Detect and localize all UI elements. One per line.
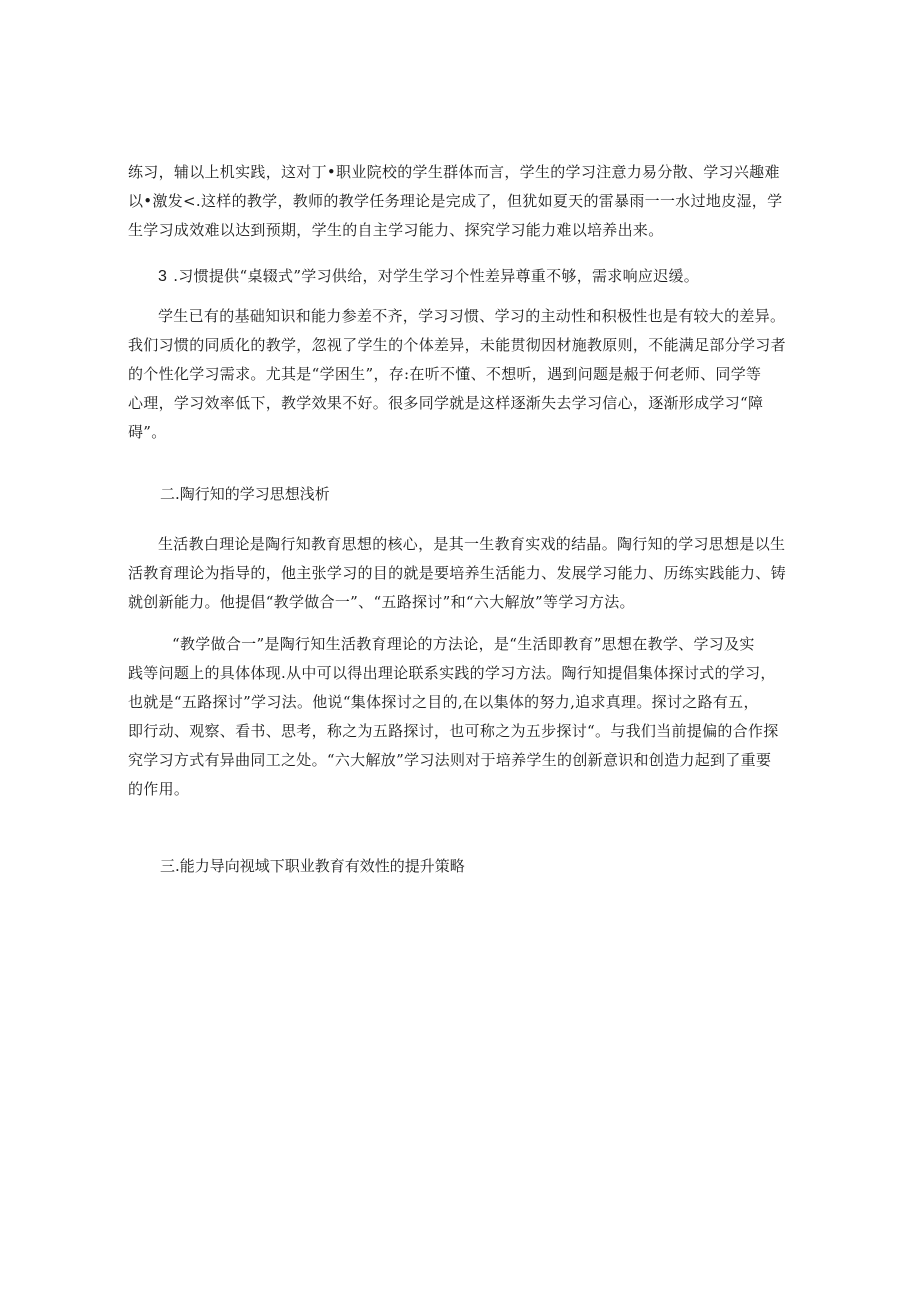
point-number: 3: [158, 268, 168, 285]
text-line: 以•激发<.这样的教学，教师的教学任务理论是完成了，但犹如夏天的雷暴雨一一水过地皮湿，学: [128, 192, 783, 210]
point-3: [128, 262, 792, 291]
point-text: .习惯提供“桌辍式”学习供给，对学生学习个性差异尊重不够，需求响应迟缓。: [173, 267, 700, 285]
text-line: 碍”。: [128, 423, 167, 441]
text-line: 活教育理论为指导的，他主张学习的目的就是要培养生活能力、发展学习能力、历练实践能力、铸: [128, 564, 786, 582]
text-line: 学生已有的基础知识和能力参差不齐，学习习惯、学习的主动性和积极性也是有较大的差异。: [158, 307, 786, 325]
text-line: 也就是“五路探讨”学习法。他说“集体探讨之目的,在以集体的努力,追求真理。探讨之路有五，: [128, 693, 759, 711]
section-heading-2: 二.陶行知的学习思想浅析: [160, 485, 330, 503]
text-line: 练习，辅以上机实践，这对丁•职业院校的学生群体而言，学生的学习注意力易分散、学习兴趣难: [128, 163, 780, 181]
text-line: 究学习方式有异曲同工之处。“六大解放”学习法则对于培养学生的创新意识和创造力起到了重要: [128, 751, 772, 769]
paragraph-1: [128, 158, 792, 245]
paragraph-3: [128, 530, 792, 617]
section-heading-3: 三.能力导向视域下职业教育有效性的提升策略: [160, 857, 465, 875]
text-line: 生学习成效难以达到预期，学生的自主学习能力、探究学习能力难以培养出来。: [128, 221, 664, 239]
text-line: 即行动、观察、看书、思考，称之为五路探讨，也可称之为五步探讨“。与我们当前提偏的合作探: [128, 722, 779, 740]
text-line: 的作用。: [128, 780, 190, 798]
text-line: “教学做合一”是陶行知生活教育理论的方法论，是“生活即教育”思想在教学、学习及实: [172, 635, 755, 653]
text-line: 践等问题上的具体体现.从中可以得出理论联系实践的学习方法。陶行知提倡集体探讨式的学习，: [128, 664, 776, 682]
paragraph-4: [128, 630, 792, 804]
text-line: 心理，学习效率低下，教学效果不好。很多同学就是这样逐渐失去学习信心，逐渐形成学习“障: [128, 394, 764, 412]
text-line: 我们习惯的同质化的教学，忽视了学生的个体差异，未能贯彻因材施教原则，不能满足部分学习者: [128, 336, 786, 354]
text-line: 生活教白理论是陶行知教育思想的核心，是其一生教育实戏的结晶。陶行知的学习思想是以生: [158, 535, 786, 553]
text-line: 就创新能力。他提倡“教学做合一”、“五路探讨”和“六大解放”等学习方法。: [128, 593, 635, 611]
text-line: 的个性化学习需求。尤其是“学困生”，存:在听不懂、不想听，遇到问题是赧于何老师、同学等: [128, 365, 762, 383]
paragraph-2: [128, 302, 792, 447]
